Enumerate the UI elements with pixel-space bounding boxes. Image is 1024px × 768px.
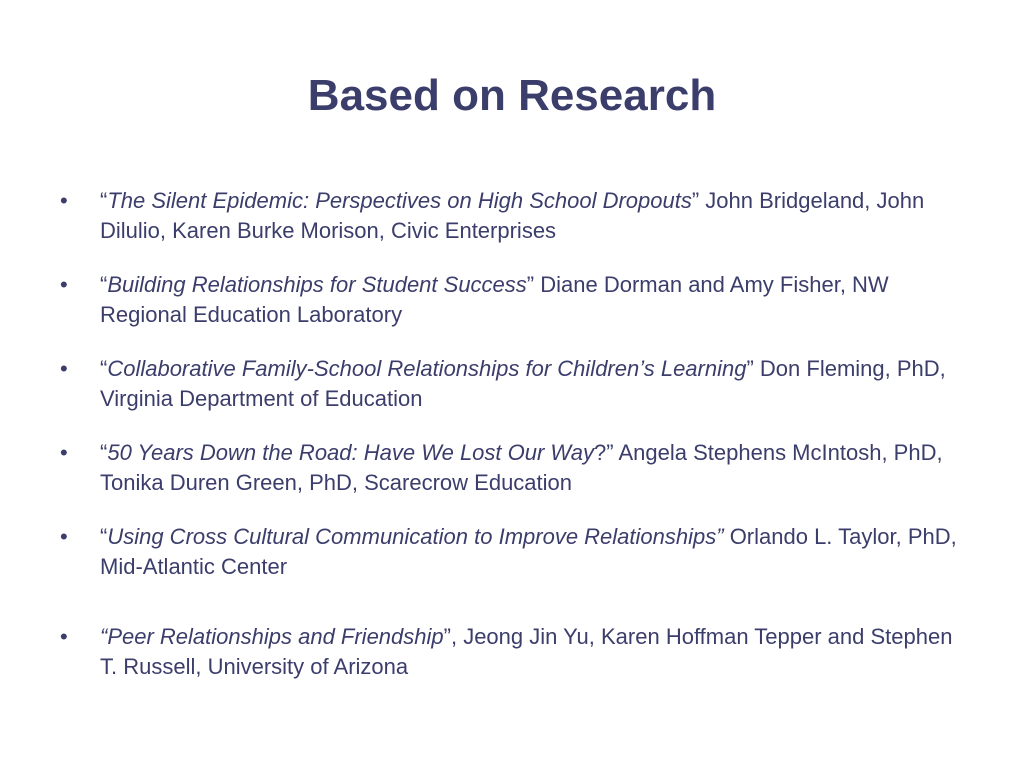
close-quote: ”: [746, 356, 754, 381]
open-quote: “: [100, 188, 108, 213]
close-quote: ”: [691, 188, 700, 213]
open-quote: “: [100, 356, 108, 381]
reference-text: [100, 186, 965, 246]
reference-text: [100, 354, 965, 414]
reference-text: [100, 438, 965, 498]
reference-text: [100, 622, 965, 682]
close-quote: ”: [526, 272, 535, 297]
reference-title: Using Cross Cultural Communication to Improve Relationships”: [107, 524, 724, 549]
bullet-icon: •: [60, 356, 68, 381]
bullet-icon: •: [60, 624, 68, 649]
reference-title: The Silent Epidemic: Perspectives on High School Dropouts: [107, 188, 692, 213]
reference-title: 50 Years Down the Road: Have We Lost Our Way: [107, 440, 595, 465]
reference-authors: Don Fleming, PhD, Virginia Department of Education: [100, 356, 946, 411]
reference-authors: , Jeong Jin Yu, Karen Hoffman Tepper and Stephen T. Russell, University of Arizona: [100, 624, 953, 679]
reference-authors: Diane Dorman and Amy Fisher, NW Regional Education Laboratory: [100, 272, 889, 327]
reference-title: “Peer Relationships and Friendship: [100, 624, 444, 649]
reference-text: [100, 270, 965, 330]
close-quote: ?”: [594, 440, 614, 465]
close-quote: ”: [443, 624, 451, 649]
open-quote: “: [100, 272, 108, 297]
reference-authors: Angela Stephens McIntosh, PhD, Tonika Duren Green, PhD, Scarecrow Education: [100, 440, 943, 495]
reference-title: Collaborative Family-School Relationships for Children’s Learning: [107, 356, 747, 381]
reference-authors: Orlando L. Taylor, PhD, Mid-Atlantic Center: [100, 524, 957, 579]
open-quote: “: [100, 440, 108, 465]
reference-text: [100, 522, 965, 582]
bullet-icon: •: [60, 440, 68, 465]
bullet-icon: •: [60, 272, 68, 297]
slide-title: Based on Research: [307, 71, 717, 120]
bullet-icon: •: [60, 524, 68, 549]
open-quote: “: [100, 524, 108, 549]
bullet-icon: •: [60, 188, 68, 213]
reference-title: Building Relationships for Student Success: [107, 272, 527, 297]
reference-authors: John Bridgeland, John Dilulio, Karen Burke Morison, Civic Enterprises: [100, 188, 925, 243]
